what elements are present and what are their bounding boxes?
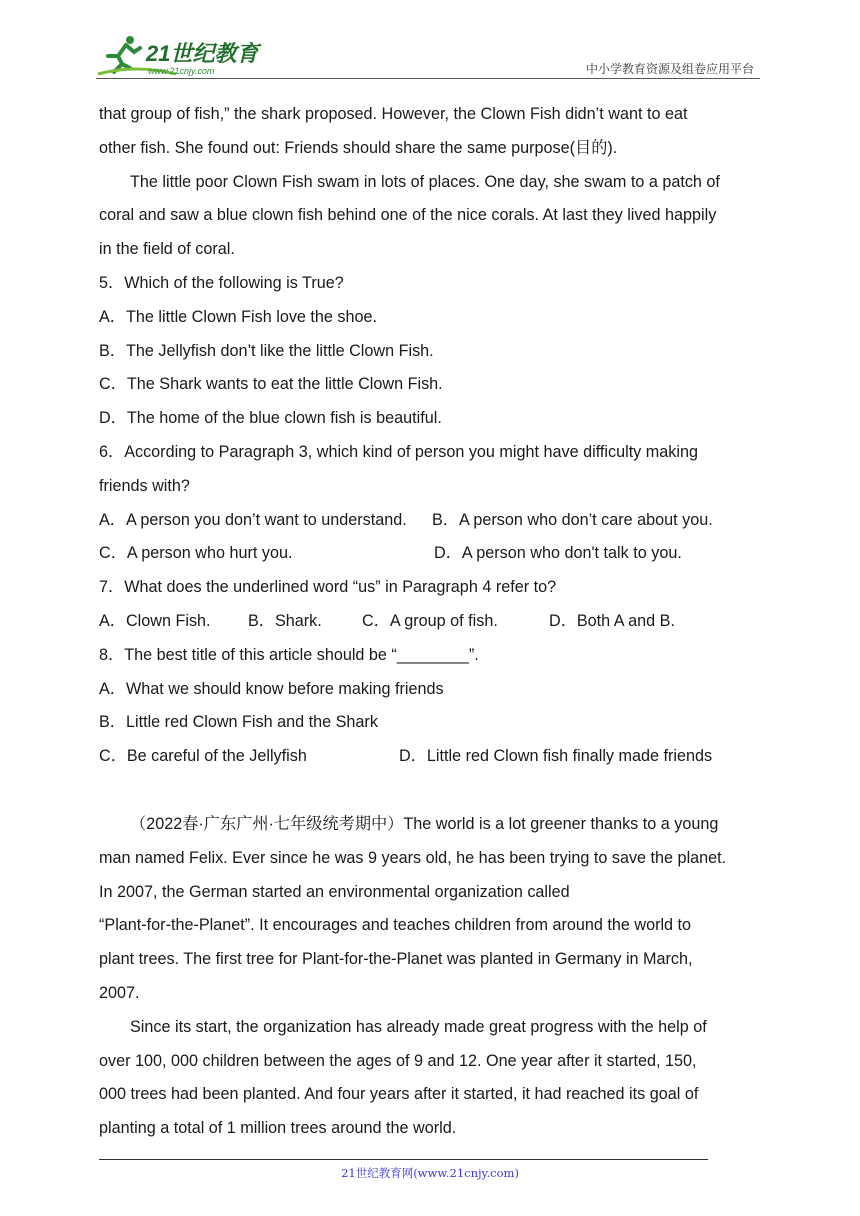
question-7-options	[99, 605, 771, 639]
question-6-option-c: C．A person who hurt you.	[99, 544, 293, 563]
question-5-option-d: D．The home of the blue clown fish is beautiful.	[99, 409, 442, 428]
passage-2-line: “Plant-for-the-Planet”. It encourages and teaches children from around the world to	[99, 916, 692, 935]
question-7-option-a: A．Clown Fish.	[99, 611, 211, 630]
paragraph-line: coral and saw a blue clown fish behind one of the nice corals. At last they lived happily	[99, 206, 717, 225]
question-8-option-d: D．Little red Clown fish finally made friends	[399, 747, 713, 766]
question-6-option-a: A．A person you don’t want to understand.	[99, 510, 407, 529]
question-8-option-c: C．Be careful of the Jellyfish	[99, 747, 307, 766]
passage-2-line: planting a total of 1 million trees around the world.	[99, 1119, 457, 1138]
footer-link[interactable]: 21世纪教育网(www.21cnjy.com)	[341, 1166, 519, 1180]
question-5-stem: 5．Which of the following is True?	[99, 273, 344, 292]
svg-text:www.21cnjy.com: www.21cnjy.com	[148, 66, 215, 76]
question-6-option-b: B．A person who don’t care about you.	[432, 510, 713, 529]
question-5-option-c: C．The Shark wants to eat the little Clown Fish.	[99, 375, 443, 394]
header-divider	[96, 78, 760, 79]
site-logo	[96, 34, 266, 80]
question-8-stem: 8．The best title of this article should be “________”.	[99, 645, 479, 664]
section-gap	[99, 774, 771, 808]
passage-2-line: 2007.	[99, 983, 140, 1002]
page-header	[96, 34, 758, 80]
paragraph-line: other fish. She found out: Friends should share the same purpose(目的).	[99, 138, 618, 157]
question-7-option-b: B．Shark.	[248, 611, 322, 630]
question-7-option-c: C．A group of fish.	[362, 611, 498, 630]
document-body	[99, 98, 771, 1146]
question-5-option-a: A．The little Clown Fish love the shoe.	[99, 307, 378, 326]
question-6-stem: 6．According to Paragraph 3, which kind of person you might have difficulty making	[99, 442, 698, 461]
footer-divider	[99, 1159, 708, 1160]
passage-2-line: 000 trees had been planted. And four years after it started, it had reached its goal of	[99, 1085, 699, 1104]
question-8-option-a: A．What we should know before making friends	[99, 679, 444, 698]
passage-2-line: man named Felix. Ever since he was 9 years old, he has been trying to save the planet.	[99, 848, 727, 867]
question-6-stem-cont: friends with?	[99, 476, 190, 495]
passage-2-line: over 100, 000 children between the ages of 9 and 12. One year after it started, 150,	[99, 1051, 697, 1070]
passage-2-line: plant trees. The first tree for Plant-for-the-Planet was planted in Germany in March,	[99, 950, 693, 969]
question-7-option-d: D．Both A and B.	[549, 611, 675, 630]
passage-2-line: Since its start, the organization has already made great progress with the help of	[130, 1017, 707, 1036]
question-6-option-d: D．A person who don't talk to you.	[434, 544, 682, 563]
paragraph-line: The little poor Clown Fish swam in lots of places. One day, she swam to a patch of	[130, 172, 720, 191]
question-6-options-ab	[99, 504, 771, 538]
question-8-options-cd	[99, 740, 771, 774]
header-platform-text: 中小学教育资源及组卷应用平台	[585, 62, 754, 76]
question-6-options-cd	[99, 537, 771, 571]
paragraph-line: that group of fish,” the shark proposed. However, the Clown Fish didn’t want to eat	[99, 105, 688, 123]
passage-2-line: In 2007, the German started an environmental organization called	[99, 882, 570, 901]
paragraph-line: in the field of coral.	[99, 240, 235, 259]
question-8-option-b: B．Little red Clown Fish and the Shark	[99, 713, 378, 732]
question-7-stem: 7．What does the underlined word “us” in Paragraph 4 refer to?	[99, 578, 557, 597]
svg-text:21世纪教育: 21世纪教育	[146, 41, 259, 66]
question-5-option-b: B．The Jellyfish don’t like the little Clown Fish.	[99, 341, 434, 360]
passage-2-line: （2022春·广东广州·七年级统考期中）The world is a lot greener thanks to a young	[130, 814, 719, 833]
